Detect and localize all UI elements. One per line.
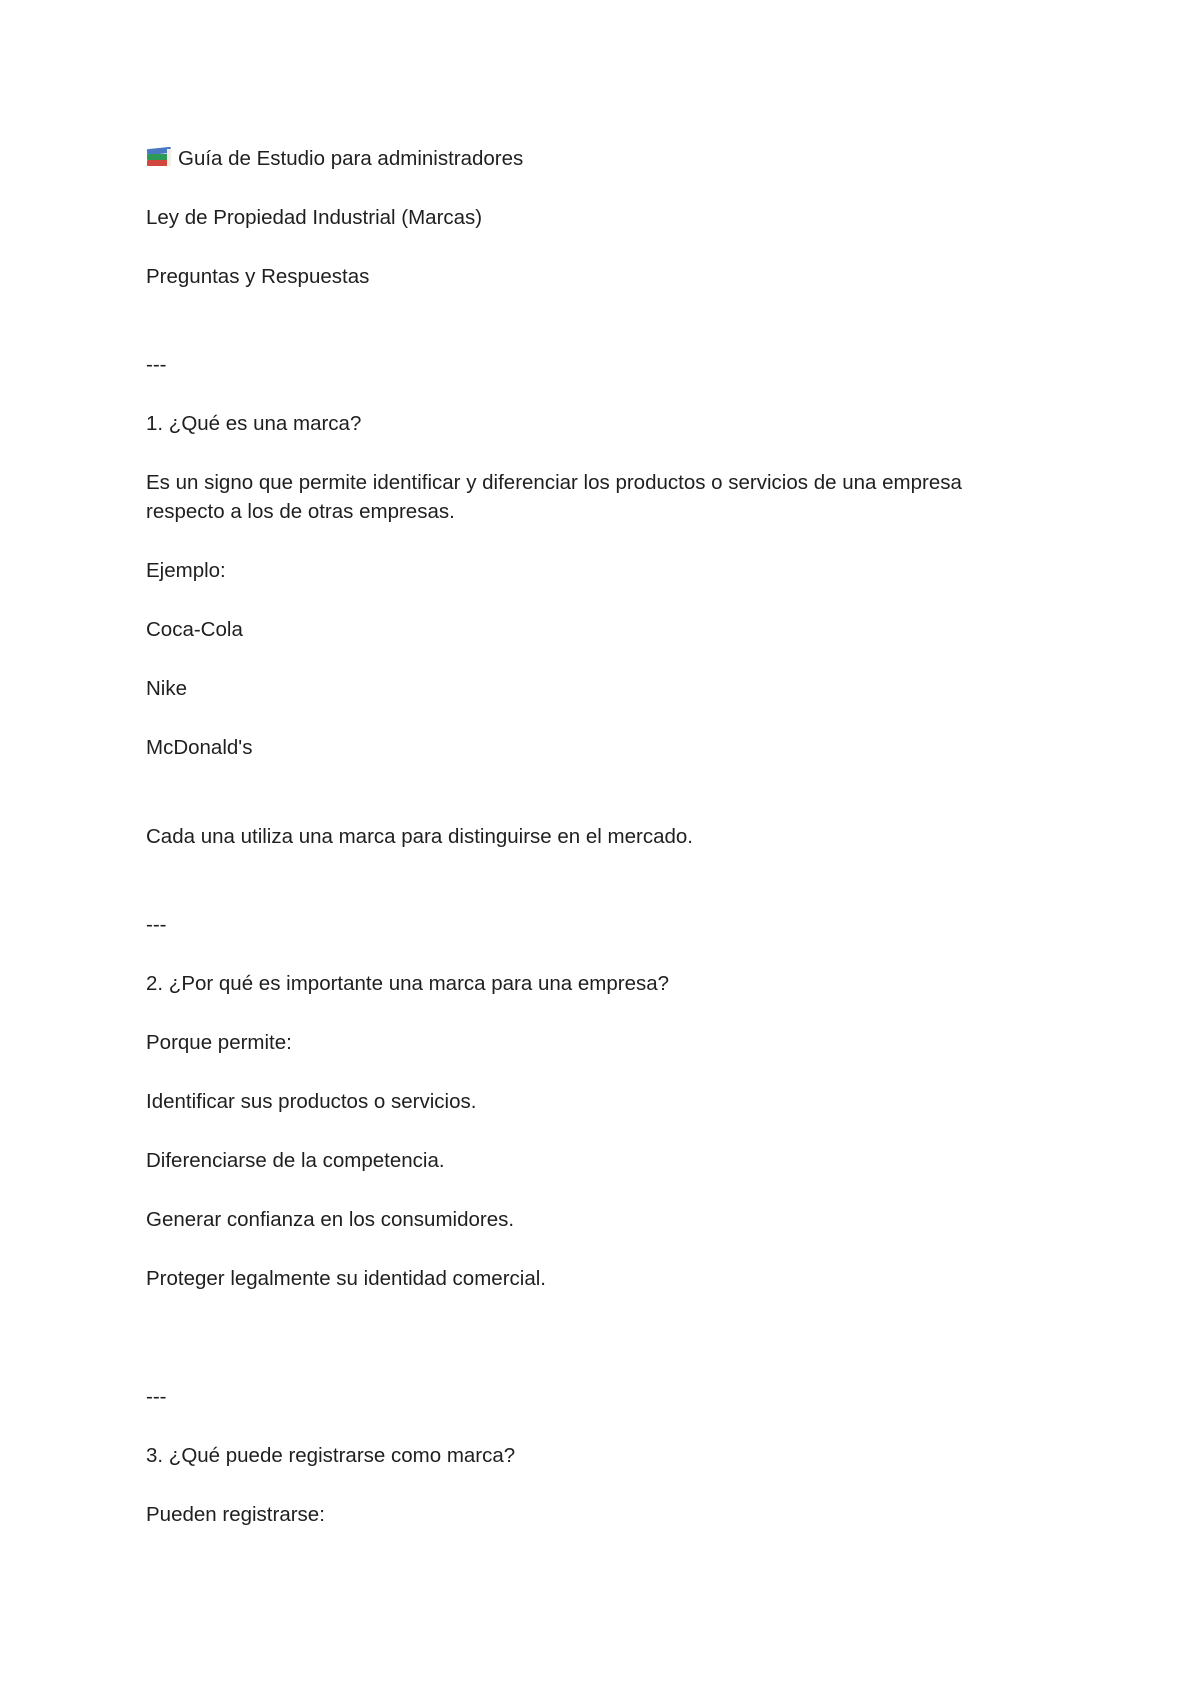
document-subtitle: Ley de Propiedad Industrial (Marcas) xyxy=(146,206,483,229)
books-icon xyxy=(146,146,172,168)
answer-1: Es un signo que permite identificar y diferenciar los productos o servicios de una empresa respecto a los de otras empresas. xyxy=(146,471,962,523)
separator: --- xyxy=(146,1385,167,1408)
question-2: 2. ¿Por qué es importante una marca para una empresa? xyxy=(146,972,670,995)
example-label: Ejemplo: xyxy=(146,559,226,582)
answer-2-intro: Porque permite: xyxy=(146,1031,292,1054)
example-item: Nike xyxy=(146,677,188,700)
list-item: Diferenciarse de la competencia. xyxy=(146,1149,445,1172)
answer-3-intro: Pueden registrarse: xyxy=(146,1503,325,1526)
question-3: 3. ¿Qué puede registrarse como marca? xyxy=(146,1444,516,1467)
example-item: Coca-Cola xyxy=(146,618,243,641)
separator: --- xyxy=(146,353,167,376)
document-title-text: Guía de Estudio para administradores xyxy=(178,147,524,170)
list-item: Identificar sus productos o servicios. xyxy=(146,1090,477,1113)
list-item: Proteger legalmente su identidad comercial. xyxy=(146,1267,546,1290)
separator: --- xyxy=(146,913,167,936)
list-item: Generar confianza en los consumidores. xyxy=(146,1208,515,1231)
document-title xyxy=(146,144,523,173)
section-label: Preguntas y Respuestas xyxy=(146,265,370,288)
answer-1-conclusion: Cada una utiliza una marca para distinguirse en el mercado. xyxy=(146,825,693,848)
question-1: 1. ¿Qué es una marca? xyxy=(146,412,362,435)
example-item: McDonald's xyxy=(146,736,253,759)
